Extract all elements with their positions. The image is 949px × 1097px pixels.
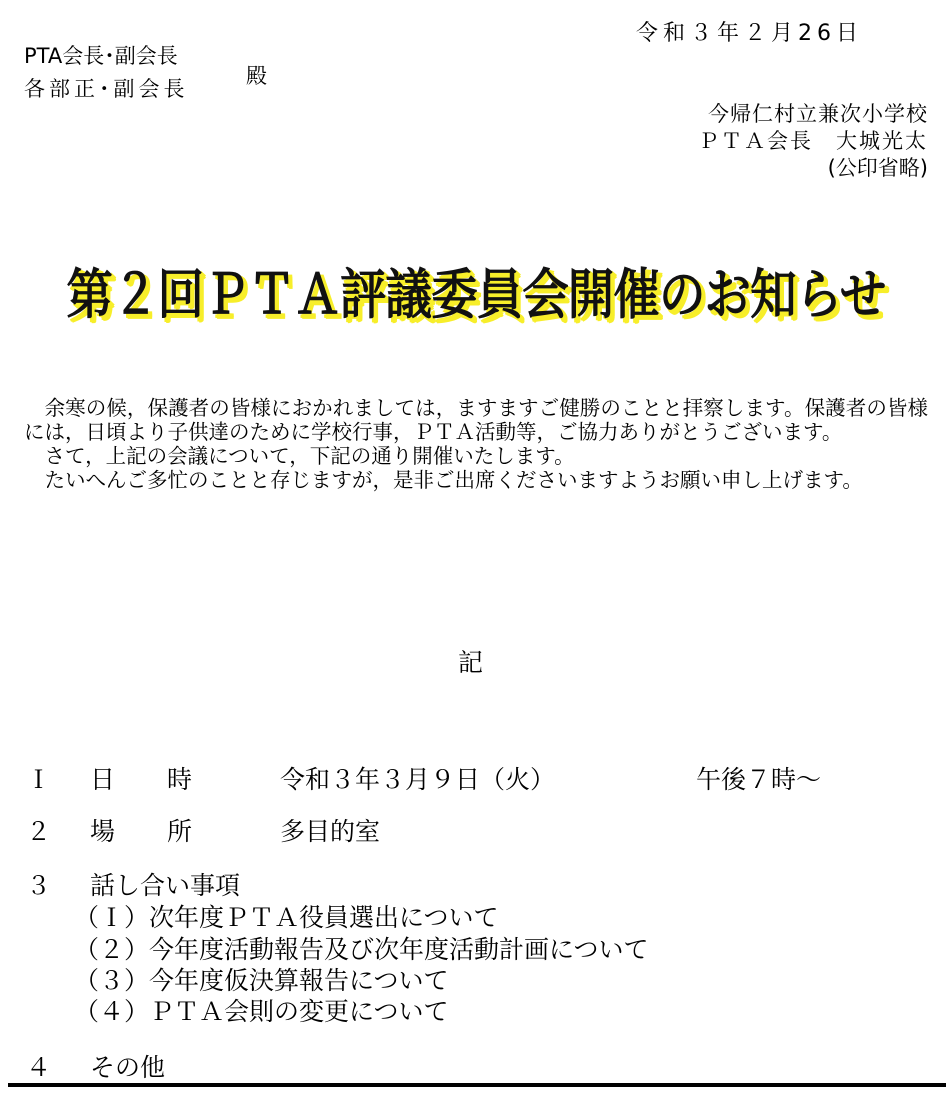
- body-paragraph: さて，上記の会議について，下記の通り開催いたします。: [24, 444, 575, 468]
- topic-item: （３）今年度仮決算報告について: [74, 966, 449, 995]
- document-date: 令和３年２月26日: [636, 21, 863, 46]
- body-paragraph: 余寒の候，保護者の皆様におかれましては，ますますご健勝のことと拝察します。保護者の皆様には，日頃より子供達のために学校行事，ＰＴＡ活動等，ご協力ありがとうございます。: [24, 396, 928, 444]
- recipient-line: 各部正･副会長: [24, 77, 189, 101]
- body-paragraph: たいへんご多忙のことと存じますが，是非ご出席くださいますようお願い申し上げます。: [24, 468, 863, 492]
- bottom-rule: [8, 1083, 946, 1087]
- item-value: 多目的室: [280, 817, 381, 846]
- body-text: [24, 396, 928, 492]
- item-value: 令和３年３月９日（火）: [280, 765, 556, 794]
- sender-school: 今帰仁村立兼次小学校: [708, 102, 928, 126]
- honorific: 殿: [246, 64, 267, 88]
- topic-item: （４）ＰＴＡ会則の変更について: [74, 997, 449, 1026]
- item-label: 場所: [90, 817, 245, 846]
- item-number: ３: [26, 871, 52, 900]
- item-label: 話し合い事項: [90, 871, 241, 900]
- item-number: ２: [26, 817, 52, 846]
- item-number: Ｉ: [26, 765, 52, 794]
- item-label: 日時: [90, 765, 245, 794]
- sender-block: [636, 101, 928, 182]
- topic-item: （Ｉ）次年度ＰＴＡ役員選出について: [74, 903, 499, 932]
- seal-note: (公印省略): [827, 156, 928, 180]
- recipients-block: [24, 40, 189, 106]
- topic-item: （２）今年度活動報告及び次年度活動計画について: [74, 935, 649, 964]
- notice-title: 第２回ＰＴＡ評議委員会開催のお知らせ: [66, 263, 886, 326]
- recipient-line: PTA会長･副会長: [24, 44, 178, 68]
- ki-heading: 記: [458, 648, 484, 677]
- sender-president: ＰＴＡ会長 大城光太: [698, 129, 928, 153]
- item-label: その他: [90, 1053, 166, 1082]
- item-time: 午後７時～: [696, 765, 822, 794]
- item-number: ４: [26, 1053, 52, 1082]
